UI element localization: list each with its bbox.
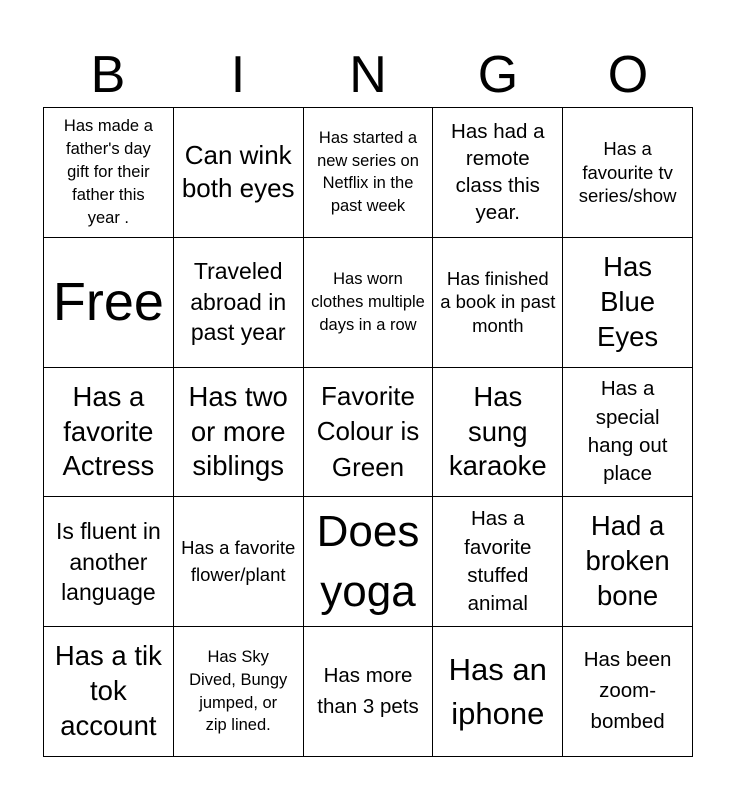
bingo-cell[interactable] — [174, 368, 304, 498]
bingo-cell-text: Has been zoom-bombed — [583, 648, 672, 733]
bingo-cell-text: Has made a father's day gift for their father this year . — [63, 117, 153, 227]
header-letter-i: I — [230, 46, 246, 104]
bingo-cell[interactable] — [563, 497, 693, 627]
bingo-cell[interactable] — [433, 108, 563, 238]
bingo-cell-text: Can wink both eyes — [181, 139, 295, 204]
bingo-cell[interactable] — [433, 238, 563, 368]
bingo-cell-text: Has a favorite flower/plant — [181, 536, 296, 585]
bingo-grid — [43, 107, 693, 757]
bingo-cell-text: Has more than 3 pets — [317, 663, 419, 718]
bingo-cell[interactable] — [433, 497, 563, 627]
bingo-cell[interactable] — [304, 497, 434, 627]
bingo-cell[interactable] — [304, 368, 434, 498]
bingo-cell-text: Has a tik tok account — [54, 640, 162, 742]
bingo-cell[interactable] — [304, 108, 434, 238]
bingo-cell-free[interactable] — [44, 238, 174, 368]
header-letter-n: N — [349, 46, 387, 104]
bingo-cell-text: Has worn clothes multiple days in a row — [311, 270, 425, 334]
bingo-cell-text: Has a favourite tv series/show — [578, 138, 677, 207]
bingo-cell-text: Has a special hang out place — [587, 377, 668, 486]
bingo-cell-text: Has two or more siblings — [188, 380, 288, 482]
bingo-cell[interactable] — [433, 627, 563, 757]
header-letter-b: B — [90, 46, 126, 104]
bingo-cell[interactable] — [563, 108, 693, 238]
bingo-cell-text: Has a favorite Actress — [62, 380, 155, 482]
bingo-cell[interactable] — [433, 368, 563, 498]
bingo-cell[interactable] — [44, 368, 174, 498]
bingo-cell-text: Had a broken bone — [585, 510, 670, 612]
bingo-cell-text: Has Blue Eyes — [597, 250, 659, 352]
bingo-cell[interactable] — [563, 238, 693, 368]
header-letter-g: G — [477, 46, 519, 104]
bingo-cell-text: Has sung karaoke — [448, 380, 547, 482]
bingo-cell-text: Is fluent in another language — [55, 517, 161, 606]
bingo-cell[interactable] — [174, 497, 304, 627]
free-space-label: Free — [52, 272, 164, 333]
bingo-cell[interactable] — [44, 627, 174, 757]
bingo-cell-text: Favorite Colour is Green — [316, 380, 420, 482]
bingo-cell-text: Does yoga — [316, 506, 420, 616]
header-letter-o: O — [607, 46, 649, 104]
bingo-cell[interactable] — [304, 627, 434, 757]
bingo-cell-text: Traveled abroad in past year — [190, 258, 287, 346]
bingo-cell[interactable] — [304, 238, 434, 368]
bingo-cell[interactable] — [174, 238, 304, 368]
bingo-cell-text: Has Sky Dived, Bungy jumped, or zip lined. — [189, 648, 288, 735]
bingo-cell-text: Has a favorite stuffed animal — [464, 507, 532, 616]
bingo-cell[interactable] — [174, 108, 304, 238]
bingo-cell-text: Has had a remote class this year. — [451, 120, 545, 225]
bingo-cell[interactable] — [44, 497, 174, 627]
bingo-cell-text: Has finished a book in past month — [440, 267, 556, 336]
bingo-cell[interactable] — [563, 627, 693, 757]
bingo-header — [43, 42, 693, 108]
bingo-cell-text: Has started a new series on Netflix in the past week — [317, 128, 419, 216]
bingo-cell[interactable] — [563, 368, 693, 498]
bingo-cell[interactable] — [44, 108, 174, 238]
bingo-cell-text: Has an iphone — [448, 652, 547, 731]
bingo-cell[interactable] — [174, 627, 304, 757]
